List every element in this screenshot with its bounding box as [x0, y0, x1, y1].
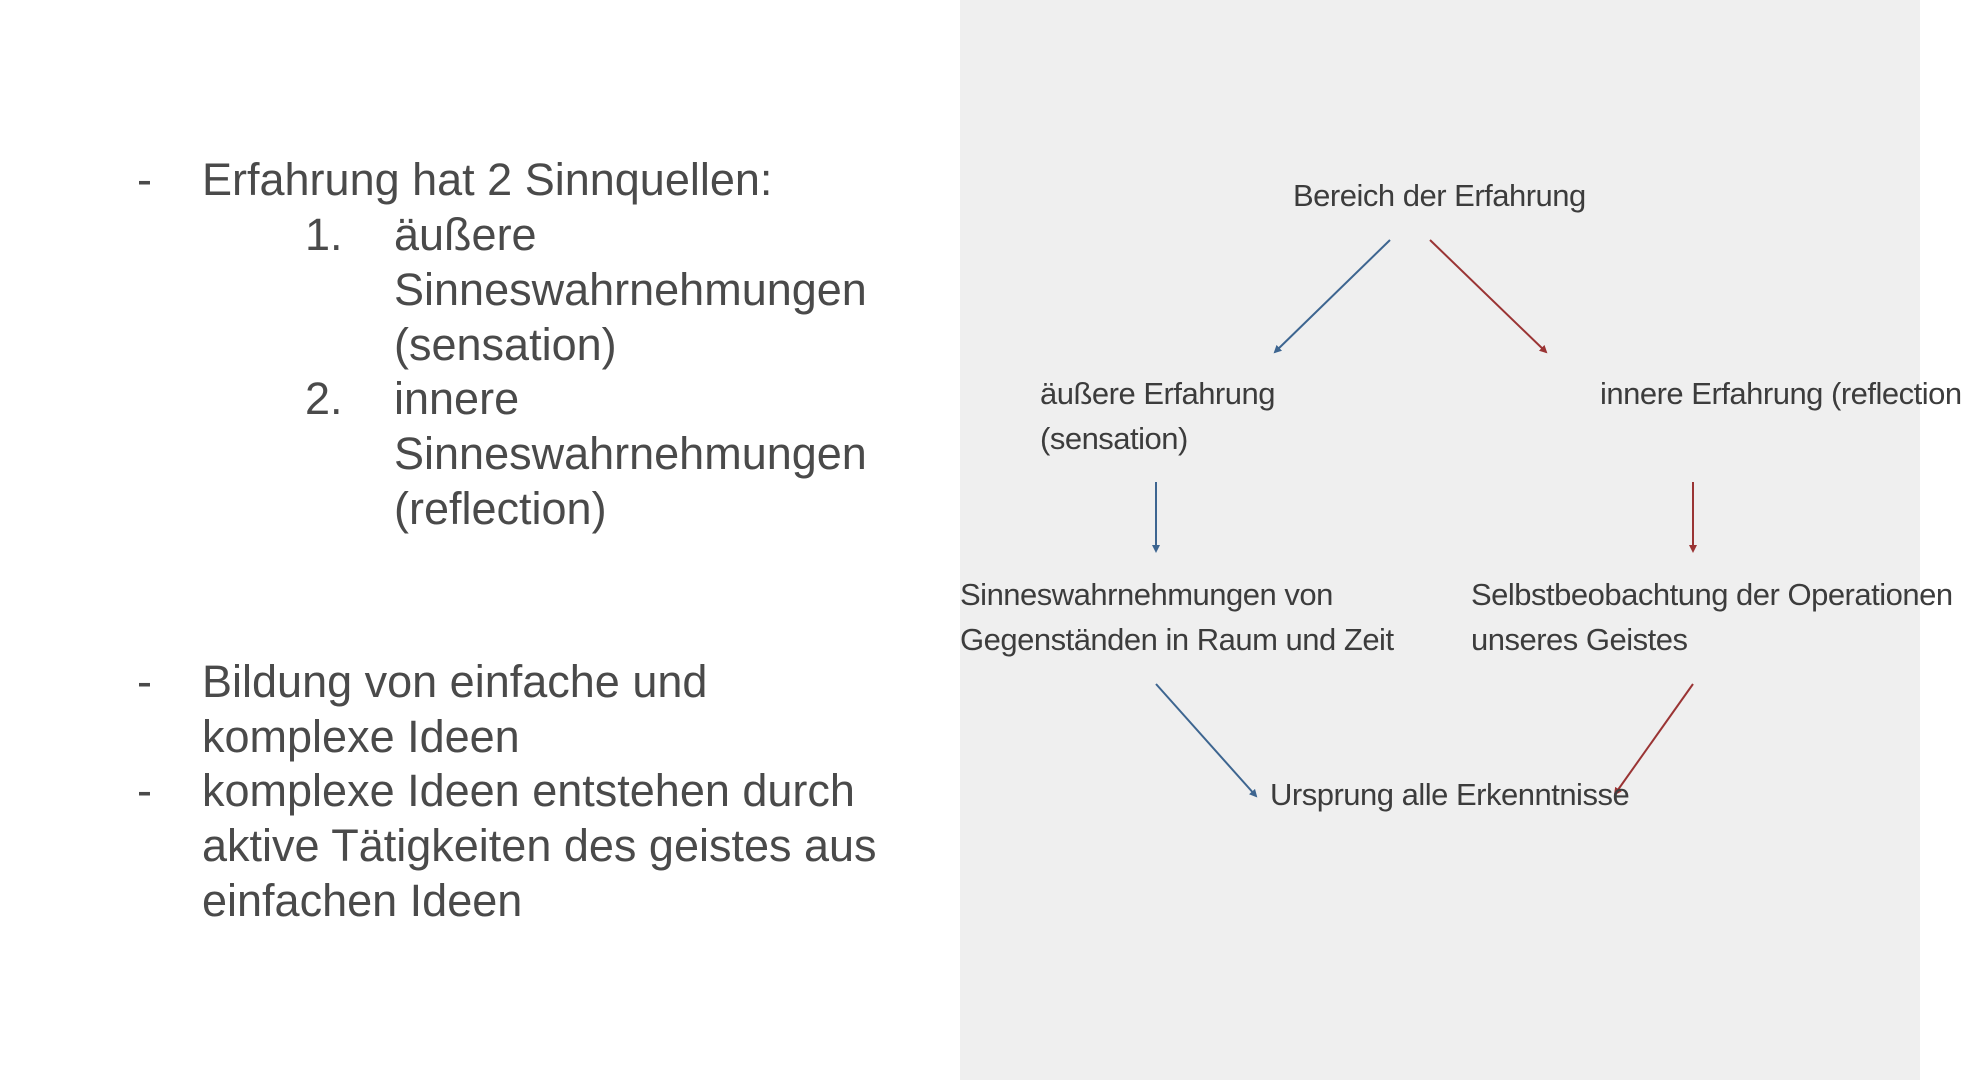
bullet-complex-line-1: komplexe Ideen entstehen durch	[202, 765, 855, 816]
node-inner-result-line-1: Selbstbeobachtung der Operationen	[1471, 577, 1953, 612]
arrow-outer-to-bottom	[1156, 684, 1256, 796]
list-item-2-line-1: innere	[394, 373, 520, 424]
node-outer-experience-line-1: äußere Erfahrung	[1040, 376, 1275, 411]
bullet-dash: -	[137, 765, 152, 816]
list-item-1-line-3: (sensation)	[394, 319, 617, 370]
diagram-panel	[960, 0, 1962, 1080]
arrow-top-to-outer	[1275, 240, 1390, 352]
bullet-dash: -	[137, 656, 152, 707]
node-outer-result-line-1: Sinneswahrnehmungen von	[960, 577, 1333, 612]
bullet-ideas-line-1: Bildung von einfache und	[202, 656, 708, 707]
bullet-sources-heading: Erfahrung hat 2 Sinnquellen:	[202, 154, 773, 205]
bullet-dash: -	[137, 154, 152, 205]
list-item-2-line-3: (reflection)	[394, 483, 607, 534]
node-outer-result-line-2: Gegenständen in Raum und Zeit	[960, 622, 1394, 657]
diagram-arrows	[960, 0, 1920, 1080]
list-number-1: 1.	[305, 209, 343, 260]
node-inner-experience: innere Erfahrung (reflection	[1600, 376, 1962, 411]
bullet-ideas-line-2: komplexe Ideen	[202, 711, 520, 762]
node-origin-of-knowledge: Ursprung alle Erkenntnisse	[1270, 777, 1630, 812]
text-panel	[0, 0, 960, 1080]
bullet-complex-line-2: aktive Tätigkeiten des geistes aus	[202, 820, 877, 871]
node-inner-result-line-2: unseres Geistes	[1471, 622, 1688, 657]
list-item-1-line-1: äußere	[394, 209, 537, 260]
bullet-complex-line-3: einfachen Ideen	[202, 875, 523, 926]
list-number-2: 2.	[305, 373, 343, 424]
arrow-top-to-inner	[1430, 240, 1546, 352]
node-experience-domain: Bereich der Erfahrung	[1293, 178, 1586, 213]
list-item-1-line-2: Sinneswahrnehmungen	[394, 264, 867, 315]
list-item-2-line-2: Sinneswahrnehmungen	[394, 428, 867, 479]
node-outer-experience-line-2: (sensation)	[1040, 421, 1188, 456]
